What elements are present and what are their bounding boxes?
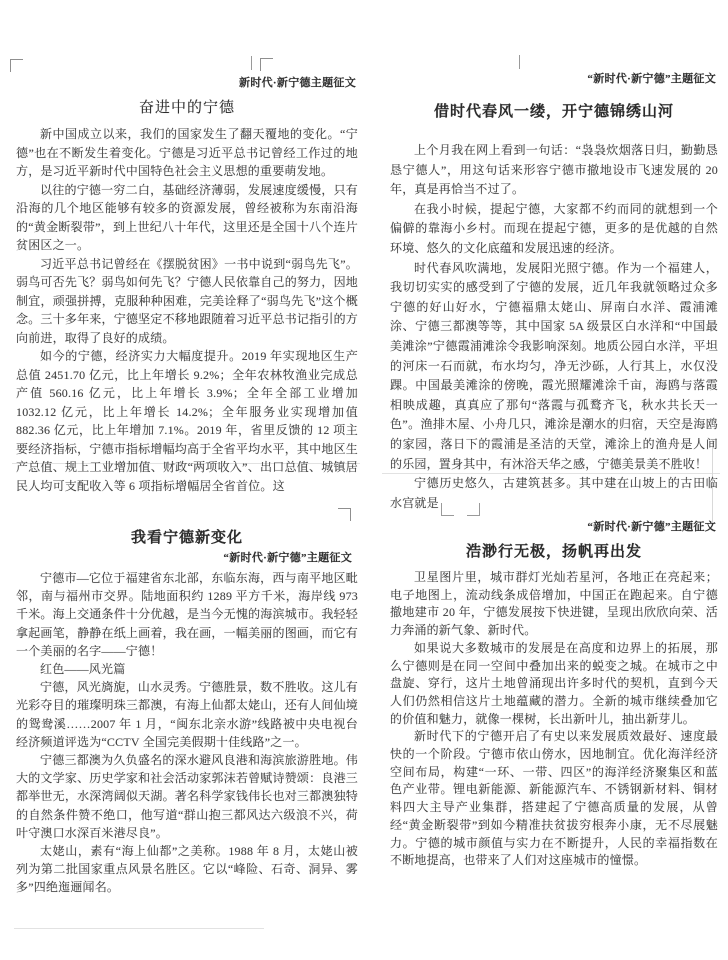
document-page-xinbianhua	[16, 526, 358, 897]
scan-artifact-line	[14, 928, 264, 929]
page-header: “新时代·新宁德”主题征文	[587, 521, 716, 533]
document-page-haomiao	[390, 518, 718, 870]
document-page-fenjin	[16, 74, 358, 495]
document-page-jieshidai	[390, 70, 718, 513]
page-title: 浩渺行无极，扬帆再出发	[465, 544, 642, 560]
page-body	[16, 569, 358, 897]
paragraph: 红色——风光篇	[40, 662, 126, 677]
crop-mark	[10, 59, 23, 72]
paragraph: 太姥山，素有“海上仙都”之美称。1988 年 8 月，太姥山被列为第二批国家重点风景名胜区。它以“峰险、石奇、洞异、雾多”四绝迤逦闻名。	[16, 844, 358, 895]
paragraph: 新中国成立以来，我们的国家发生了翻天覆地的变化。“宁德”也在不断发生着变化。宁德是习近平总书记曾经工作过的地方，是习近平新时代中国特色社会主义思想的重要萌发地。	[16, 127, 358, 178]
page-header: 新时代·新宁德主题征文	[239, 77, 356, 89]
paragraph: 上个月我在网上看到一句话：“袅袅炊烟落日归，勤勤恳恳宁德人”，用这句话来形容宁德市撤地设市飞速发展的 20 年，真是再恰当不过了。	[390, 143, 718, 197]
page-header: “新时代·新宁德”主题征文	[587, 73, 716, 85]
paragraph: 如今的宁德，经济实力大幅度提升。2019 年实现地区生产总值 2451.70 亿元，比上年增长 9.2%；全年农林牧渔业完成总产值 560.16 亿元，比上年增长 3.9%；全年全部工业增加 1032.12 亿元，比上年增长 14.2%；全年服务业实现增加值 882.36 亿元，比上年增加 7.1%。2019 年，省里反馈的 12 项主要经济指标，宁德市指标增幅均高于全省平均水平，其中地区生产总值、规上工业增加值、财政“两项收入”、出口总值、城镇居民人均可支配收入等 6 项指标增幅居全省首位。这	[16, 349, 358, 493]
paragraph: 卫星图片里，城市群灯光灿若星河，各地正在亮起来；电子地图上，流动线条成倍增加，中国正在跑起来。自宁德撤地建市 20 年，宁德发展按下快进键，呈现出欣欣向荣、活力奔涌的新气象、新时代。	[390, 570, 718, 638]
crop-mark	[260, 58, 273, 71]
paragraph: 宁德历史悠久，古建筑甚多。其中建在山坡上的古田临水宫就是	[390, 476, 718, 510]
page-title: 借时代春风一缕，开宁德锦绣山河	[433, 104, 674, 120]
page-header: “新时代·新宁德”主题征文	[223, 552, 352, 564]
paragraph: 宁德市—它位于福建省东北部，东临东海，西与南平地区毗邻，南与福州市交界。陆地面积约 1289 平方千米，海岸线 973 千米。海上交通条件十分优越，是当今无愧的海滨城市。我轻轻拿起画笔，静静在纸上画着，我在画，一幅美丽的图画，而它有一个美丽的名字——宁德！	[16, 571, 358, 658]
crop-mark	[338, 508, 351, 521]
paragraph: 宁德三都澳为久负盛名的深水避风良港和海滨旅游胜地。伟大的文学家、历史学家和社会活动家郭沫若曾赋诗赞颂：良港三都举世无，水深湾阔似天湖。著名科学家钱伟长也对三都澳独特的自然条件赞不绝口，他写道“群山抱三都风达六级浪不兴，荷叶守澳口水深百米港尽良”。	[16, 753, 358, 840]
crop-mark	[519, 55, 520, 69]
page-body	[390, 141, 718, 513]
paragraph: 以往的宁德一穷二白，基础经济薄弱，发展速度缓慢，只有沿海的几个地区能够有较多的资源发展，曾经被称为东南沿海的“黄金断裂带”，到上世纪八十年代，这里还是全国十八个连片贫困区之一。	[16, 182, 358, 252]
page-title: 奋进中的宁德	[138, 100, 235, 116]
paragraph: 如果说大多数城市的发展是在高度和边界上的拓展，那么宁德则是在同一空间中叠加出来的蜕变之城。在城市之中盘旋、穿行，这片土地曾涌现出许多时代的契机，直到今天人们仍然相信这片土地蕴藏的潜力。全新的城市继续叠加它的价值和魅力，就像一棵树，长出新叶儿，抽出新芽儿。	[390, 640, 718, 726]
paragraph: 新时代下的宁德开启了有史以来发展质效最好、速度最快的一个阶段。宁德市依山傍水，因地制宜。优化海洋经济空间布局，构建“一环、一带、四区”的海洋经济聚集区和蓝色产业带。锂电新能源、新能源汽车、不锈钢新材料、铜材料四大主导产业集群，搭建起了宁德高质量的发展，从曾经“黄金断裂带”到如今精准扶贫拔穷根奔小康，无不尽展魅力。宁德的城市颜值与实力在不断提升，人民的幸福指数在不断地提高，也带来了人们对这座城市的憧憬。	[390, 729, 718, 868]
page-title: 我看宁德新变化	[130, 530, 243, 546]
page-body	[16, 125, 358, 495]
crop-mark	[251, 56, 252, 70]
page-body	[390, 569, 718, 870]
paragraph: 宁德，风光旖旎，山水灵秀。宁德胜景，数不胜收。这儿有光彩夺目的璀璨明珠三都澳，有海上仙都太姥山，还有人间仙境的鸳鸯溪……2007 年 1 月，“闽东北亲水游”线路被中央电视台经济频道评选为“CCTV 全国完美假期十佳线路”之一。	[16, 680, 358, 749]
paragraph: 习近平总书记曾经在《摆脱贫困》一书中说到“弱鸟先飞”。弱鸟可否先飞？弱鸟如何先飞？宁德人民依靠自己的努力，因地制宜，顽强拼搏，克服种种困难，完美诠释了“弱鸟先飞”这个概念。三十多年来，宁德坚定不移地跟随着习近平总书记指引的方向前进，取得了良好的成绩。	[16, 256, 358, 345]
paragraph: 时代春风吹满地，发展阳光照宁德。作为一个福建人，我切切实实的感受到了宁德的发展，近几年我就领略过众多宁德的好山好水，宁德福鼎太姥山、屏南白水洋、霞浦滩涂、宁德三都澳等等，其中国家 5A 级景区白水洋和“中国最美滩涂”宁德霞浦滩涂令我影响深刻。地质公园白水洋，平坦的河床一石而就，布水均匀，净无沙砾，人行其上，水仅没踝。中国最美滩涂的傍晚，霞光照耀滩涂千亩，海鸥与落霞相映成趣，真真应了那句“落霞与孤鹜齐飞，秋水共长天一色”。渔排木屋、小舟几只，滩涂是潮水的归宿，天空是海鸥的家园，落日下的霞浦是圣洁的天堂，滩涂上的渔舟是人间的乐园，置身其中，有沐浴天华之感，宁德美景美不胜收！	[390, 260, 718, 471]
paragraph: 在我小时候，提起宁德，大家都不约而同的就想到一个偏僻的靠海小乡村。而现在提起宁德，更多的是优越的自然环境、悠久的文化底蕴和发展迅速的经济。	[390, 201, 718, 255]
